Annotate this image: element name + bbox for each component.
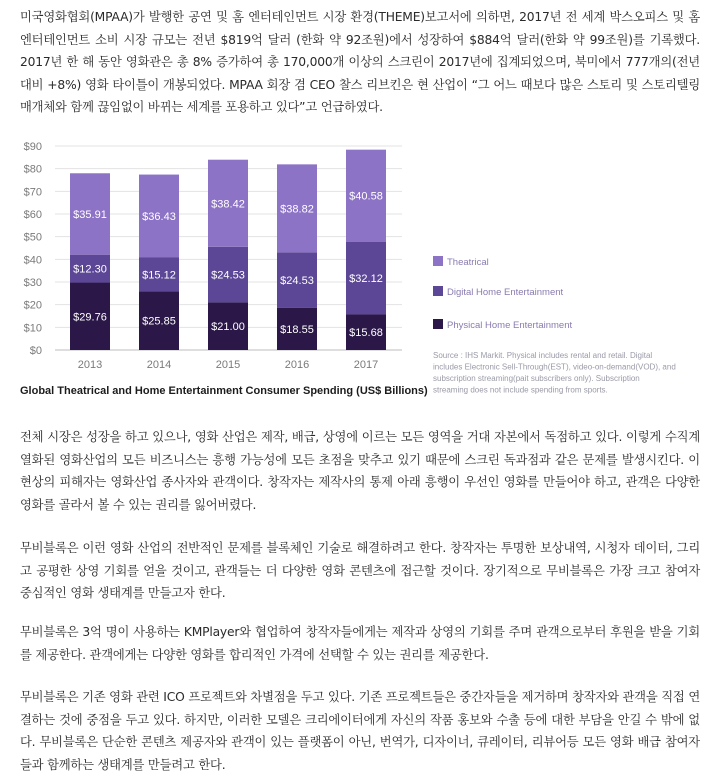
bar-value-label: $32.12 — [349, 273, 383, 286]
bar-value-label: $35.91 — [73, 208, 107, 221]
market-problem-paragraph: 전체 시장은 성장을 하고 있으나, 영화 산업은 제작, 배급, 상영에 이르는 모든 영역을 거대 자본에서 독점하고 있다. 이렇게 수직계열화된 영화산업의 모든 비즈니스는 흥행 가능성에 모든 초점을 맞추고 있기 때문에 스크린 독과점과 같은 문제를 발생시킨다. 이 현상의 피해자는 영화산업 종사자와 관객이다. 창작자는 제작사의 통제 아래 흥행이 우선인 영화를 만들어야 하고, 관객은 다양한 영화를 골라서 볼 수 있는 권리를 잃어버렸다. — [20, 430, 700, 512]
chart-y-axis — [24, 141, 42, 357]
legend-swatch — [433, 286, 443, 296]
spending-chart — [0, 130, 716, 410]
bar-value-label: $38.82 — [280, 203, 314, 216]
x-tick-label: 2015 — [215, 359, 241, 371]
bar-value-label: $24.53 — [280, 275, 314, 288]
x-tick-label: 2017 — [353, 359, 379, 371]
differentiation-paragraph: 무비블록은 기존 영화 관련 ICO 프로젝트와 차별점을 두고 있다. 기존 프로젝트들은 중간자들을 제거하며 창작자와 관객을 직접 연결하는 것에 중점을 두고 있다. 하지만, 이러한 모델은 크리에이터에게 자신의 작품 홍보와 수출 등에 대한 부담을 안길 수 밖에 없다. 무비블록은 단순한 콘텐츠 제공자와 관객이 있는 플랫폼이 아닌, 번역가, 디자이너, 큐레이터, 리뷰어등 모든 영화 배급 참여자들과 함께하는 생태계를 만들려고 한다. — [20, 690, 700, 772]
bar-value-label: $40.58 — [349, 190, 383, 203]
y-tick-label: $80 — [23, 163, 42, 176]
y-tick-label: $60 — [23, 209, 42, 221]
y-tick-label: $10 — [23, 322, 42, 335]
bar-value-label: $36.43 — [142, 210, 176, 223]
bar-value-label: $24.53 — [211, 269, 245, 282]
chart-bars — [70, 150, 386, 350]
chart-legend — [433, 256, 572, 331]
chart-title: Global Theatrical and Home Entertainment Consumer Spending (US$ Billions) — [20, 385, 428, 397]
legend-swatch — [433, 256, 443, 266]
y-tick-label: $70 — [23, 186, 42, 199]
x-tick-label: 2014 — [146, 359, 172, 371]
source-note-line: streaming does not include spending from sports. — [433, 385, 608, 395]
bar-value-label: $12.30 — [73, 263, 107, 276]
legend-label: Theatrical — [447, 257, 489, 268]
movieblock-solution-paragraph: 무비블록은 이런 영화 산업의 전반적인 문제를 블록체인 기술로 해결하려고 한다. 창작자는 투명한 보상내역, 시청자 데이터, 그리고 공평한 상영 기회를 얻을 것이고, 관객들는 더 다양한 영화 콘텐츠에 접근할 것이다. 장기적으로 무비블록은 가장 크고 참여자 중심적인 영화 생태계를 만들고자 한다. — [20, 541, 700, 600]
bar-value-label: $25.85 — [142, 315, 176, 328]
y-tick-label: $30 — [23, 277, 42, 289]
chart-source-note — [433, 351, 676, 395]
x-tick-label: 2013 — [77, 359, 103, 371]
source-note-line: includes Electronic Sell-Through(EST), video-on-demand(VOD), and — [433, 362, 676, 372]
legend-swatch — [433, 319, 443, 329]
y-tick-label: $50 — [23, 231, 42, 244]
intro-paragraph: 미국영화협회(MPAA)가 발행한 공연 및 홈 엔터테인먼트 시장 환경(THEME)보고서에 의하면, 2017년 전 세계 박스오피스 및 홈 엔터테인먼트 소비 시장 규모는 전년 $819억 달러 (한화 약 92조원)에서 성장하여 $884억 달러(한화 약 99조원)를 기록했다. 2017년 한 해 동안 영화관은 총 8% 증가하여 총 170,000개 이상의 스크린이 2017년에 집계되었으며, 북미에서 777개의(전년 대비 +8%) 영화 타이틀이 개봉되었다. MPAA 회장 겸 CEO 찰스 리브킨은 현 산업이 “그 어느 때보다 많은 스토리 및 스토리텔링 매개체와 함께 끊임없이 바뀌는 세계를 포용하고 있다”고 언급하였다. — [20, 10, 700, 114]
legend-label: Physical Home Entertainment — [447, 320, 573, 331]
bar-value-label: $38.42 — [211, 198, 245, 211]
y-tick-label: $0 — [29, 345, 42, 357]
bar-value-label: $15.12 — [142, 269, 176, 282]
bar-value-label: $15.68 — [349, 327, 383, 340]
chart-x-axis — [78, 359, 378, 371]
bar-value-label: $29.76 — [73, 311, 107, 324]
x-tick-label: 2016 — [284, 359, 310, 371]
kmplayer-partnership-paragraph: 무비블록은 3억 명이 사용하는 KMPlayer와 협업하여 창작자들에게는 제작과 상영의 기회를 주며 관객으로부터 후원을 받을 기회를 제공한다. 관객에게는 다양한 영화를 합리적인 가격에 선택할 수 있는 권리를 제공한다. — [20, 625, 700, 662]
source-note-line: subscription streaming(pait subscribers only). Subscription — [433, 374, 640, 383]
bar-value-label: $21.00 — [211, 321, 245, 334]
y-tick-label: $90 — [23, 141, 42, 153]
legend-label: Digital Home Entertainment — [447, 287, 564, 298]
source-note-line: Source : IHS Markit. Physical includes rental and retail. Digital — [433, 351, 653, 360]
bar-value-label: $18.55 — [280, 323, 314, 336]
y-tick-label: $20 — [23, 299, 42, 312]
y-tick-label: $40 — [23, 254, 42, 267]
